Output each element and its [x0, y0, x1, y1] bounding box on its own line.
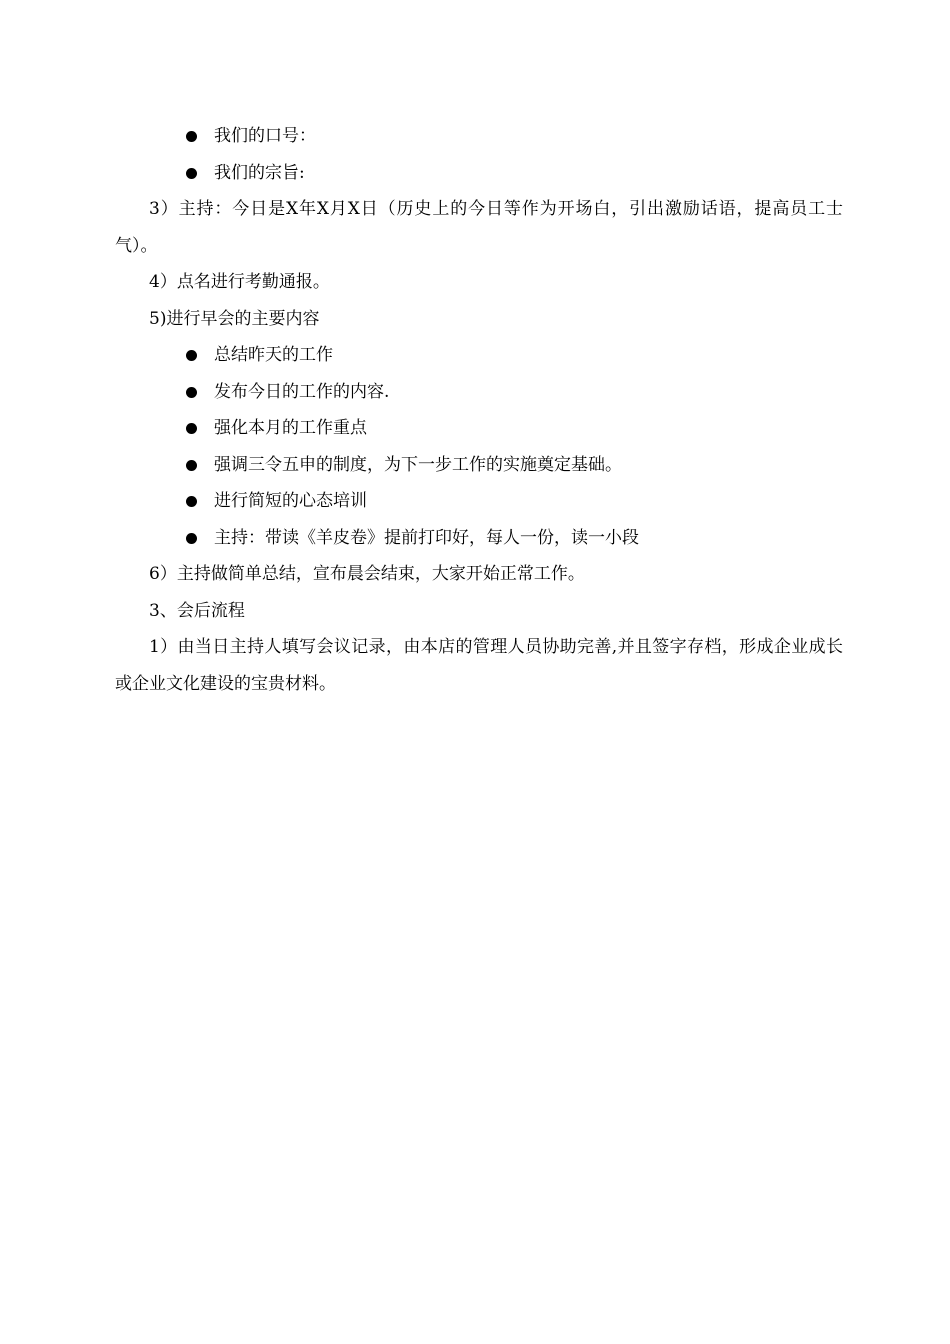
- bullet-item-rules: [115, 447, 843, 484]
- bullet-text: 发布今日的工作的内容.: [214, 381, 390, 402]
- paragraph-meeting-record: 1）由当日主持人填写会议记录，由本店的管理人员协助完善,并且签字存档，形成企业成长或企业文化建设的宝贵材料。: [115, 637, 843, 694]
- paragraph-roll-call: 4）点名进行考勤通报。: [149, 272, 330, 292]
- bullet-text: 强调三令五申的制度，为下一步工作的实施奠定基础。: [214, 454, 622, 475]
- bullet-text: 主持：带读《羊皮卷》提前打印好，每人一份，读一小段: [214, 527, 639, 548]
- bullet-dot-icon: [186, 387, 197, 398]
- bullet-dot-icon: [186, 533, 197, 544]
- document-body: [115, 118, 843, 702]
- bullet-text: 进行简短的心态培训: [214, 491, 367, 511]
- bullet-item-training: [115, 483, 843, 520]
- paragraph-closing: 6）主持做简单总结，宣布晨会结束，大家开始正常工作。: [149, 564, 585, 584]
- bullet-dot-icon: [186, 168, 197, 179]
- section-heading-after-meeting: 3、会后流程: [149, 600, 245, 621]
- bullet-dot-icon: [186, 350, 197, 361]
- bullet-item-reading: [115, 520, 843, 557]
- bullet-text: 我们的口号：: [214, 126, 316, 146]
- bullet-item-summary: [115, 337, 843, 374]
- bullet-item-purpose: [115, 155, 843, 192]
- paragraph-host-opening: 3）主持：今日是X年X月X日（历史上的今日等作为开场白，引出激励话语，提高员工士气）。: [115, 199, 843, 256]
- bullet-item-publish: [115, 374, 843, 411]
- bullet-dot-icon: [186, 460, 197, 471]
- bullet-text: 我们的宗旨:: [214, 162, 305, 183]
- bullet-text: 总结昨天的工作: [214, 345, 333, 365]
- bullet-text: 强化本月的工作重点: [214, 418, 367, 438]
- bullet-dot-icon: [186, 131, 197, 142]
- bullet-dot-icon: [186, 496, 197, 507]
- bullet-dot-icon: [186, 423, 197, 434]
- bullet-item-focus: [115, 410, 843, 447]
- bullet-item-slogan: [115, 118, 843, 155]
- paragraph-main-content: 5)进行早会的主要内容: [149, 308, 320, 329]
